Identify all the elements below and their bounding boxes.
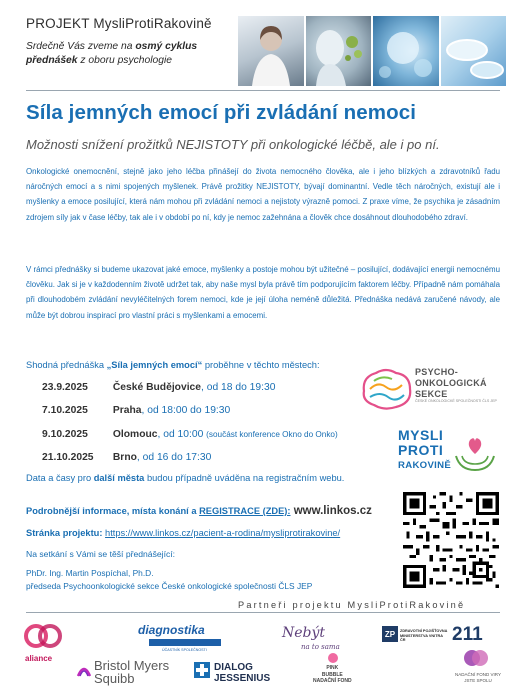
lecture-name: „Síla jemných emocí“ [106,360,203,370]
event-date: 23.9.2025 [42,382,88,393]
nfv-line: JSTE SPOLU [464,677,492,683]
mpr-line: MYSLI [398,427,444,443]
pink-bubble-icon [326,652,340,664]
photo-cells [373,16,439,86]
partners-title: Partneři projektu MysliProtiRakovině [238,600,466,610]
event-date: 21.10.2025 [42,452,94,463]
nfv-text [448,672,508,683]
event-city: Praha [112,405,142,416]
data-note-text: Data a časy pro [26,473,94,483]
invite-part: Srdečně Vás zveme na [26,41,136,52]
dialog-jessenius-text [214,663,270,684]
mysli-proti-rakovine-logo [398,428,451,473]
invite-bold: osmý cyklus přednášek [26,41,198,66]
data-note-bold: další města [93,473,145,483]
nfv-logo-icon [462,647,490,669]
pos-title [415,367,487,400]
event-city: České Budějovice [112,382,202,393]
pos-subtitle: ČESKÉ ONKOLOGICKÉ SPOLEČNOSTI ČLS JEP [415,399,497,403]
header-left [26,16,231,67]
header-photos [238,16,506,86]
event-date: 9.10.2025 [42,429,88,440]
cities-intro-text: proběhne v těchto městech: [202,360,320,370]
zpmv-text: ZDRAVOTNÍ POJIŠŤOVNA MINISTERSTVA VNITRA ČR [400,629,448,643]
event-note: (součást konference Okno do Onko) [206,430,338,439]
meet-text: Na setkání s Vámi se těší přednášející: [26,549,176,559]
bms-text [94,659,169,685]
event-row [42,429,338,440]
event-city: Olomouc [112,429,158,440]
bms-line: Squibb [94,671,135,686]
speaker-role: předseda Psychoonkologické sekce České onkologické společnosti ČLS JEP [26,581,313,591]
divider [26,90,500,91]
data-note-text: budou případně uváděna na registračním webu. [144,473,345,483]
data-note [26,473,344,483]
nfv-line: NADAČNÍ FOND VIRY [455,672,501,677]
pos-title-line: PSYCHO- [415,367,459,377]
pink-bubble-text [313,665,352,685]
zpmv-logo-icon [382,626,398,642]
diagnostika-sub: ÚČASTNÍK SPOLEČNOSTI [162,648,207,652]
pos-title-line: ONKOLOGICKÁ [415,378,487,388]
event-time: , od 10:00 [157,429,207,440]
invite-text [26,40,231,67]
dialog-line: JESSENIUS [214,672,271,684]
invite-part: z oboru psychologie [77,54,172,66]
photo-head-virus [306,16,372,86]
event-time: , od 16 do 17:30 [136,452,212,463]
qr-code[interactable] [403,492,499,588]
event-row [42,405,230,416]
event-row [42,382,275,393]
event-city: Brno [112,452,137,463]
project-web-line [26,528,340,538]
pos-title-line: SEKCE [415,389,448,399]
aliance-text: aliance [25,654,53,663]
pink-line: BUBBLE [321,671,343,678]
speaker-block [26,567,312,593]
photo-woman [238,16,304,86]
nebyt-sub: na to sama [301,643,340,651]
website-link[interactable]: www.linkos.cz [290,505,372,517]
zpmv-number: 211 [452,624,483,645]
paragraph-intro: Onkologické onemocnění, stejně jako jeho léčba přinášejí do života nemocného člověka, ale i jeho blízkých a zdravotníků řadu náročných emocí a s nimi spojených myšlenek. Právě prožitky NEJISTOTY, bývají dominantní. Vedle těch náročných, existují ale i myšlenky a emoce posilující, která nám mohou při zvládání nemoci a nejistoty výrazně pomoci. Z praxe víme, že psychika je zásadním zdrojem síly jak v čase léčby, tak ale i v období po ní, kdy je nemoc zažehnána a člověk chce dosáhnout dlouhodobého zdraví. [26,167,500,222]
pink-line: PINK [326,665,339,671]
cities-intro [26,360,320,370]
speaker-name: PhDr. Ing. Martin Pospíchal, Ph.D. [26,568,154,578]
paragraph-detail: V rámci přednášky si budeme ukazovat jaké emoce, myšlenky a postoje mohou být užitečné – posilující, dodávající energii nemocnému člověku. Jak si je v každodenním životě udržet tak, aby naše mysl byla právě tím podporujícím faktorem léčby. Případně nám pomáhala při dlouhodobém zvládání nevyléčitelných forem nemoci, kde je její úloha neméně důležitá. Přednáška nedává zaručené návody, ale může být dobrou inspirací pro vlastní práci s myšlenkami a emocemi. [26,265,500,320]
dialog-line: DIALOG [214,662,253,673]
cities-intro-text: Shodná přednáška [26,360,107,370]
bms-line: Bristol Myers [94,658,170,673]
project-web-link[interactable]: https://www.linkos.cz/pacient-a-rodina/mysliprotirakovine/ [105,528,341,538]
mpr-line: PROTI [398,442,444,458]
diagnostika-text: diagnostika [138,623,205,637]
aliance-logo-icon [24,622,64,654]
event-date: 7.10.2025 [42,405,88,416]
dialog-cross-icon [194,662,210,678]
page-title: Síla jemných emocí při zvládání nemoci [26,101,417,124]
nebyt-text: Nebýt [282,625,326,641]
project-web-label: Stránka projektu: [26,528,106,538]
hands-heart-icon [452,430,498,474]
info-label: Podrobnější informace, místa konání a [26,506,200,516]
info-line [26,505,372,517]
project-title: PROJEKT MysliProtiRakovině [26,16,212,31]
svg-text:ZP: ZP [384,630,396,639]
bms-logo-icon [76,660,92,678]
mpr-line: RAKOVINĚ [398,460,452,471]
registration-link[interactable]: REGISTRACE (ZDE): [199,506,291,516]
event-time: , od 18:00 do 19:30 [141,405,231,416]
event-row [42,452,211,463]
subtitle: Možnosti snížení prožitků NEJISTOTY při onkologické léčbě, ale i po ní. [26,137,440,152]
diagnostika-bar [149,639,221,646]
pink-line: NADAČNÍ FOND [313,678,352,684]
event-time: , od 18 do 19:30 [201,382,276,393]
photo-petri [441,16,507,86]
divider [26,612,500,613]
